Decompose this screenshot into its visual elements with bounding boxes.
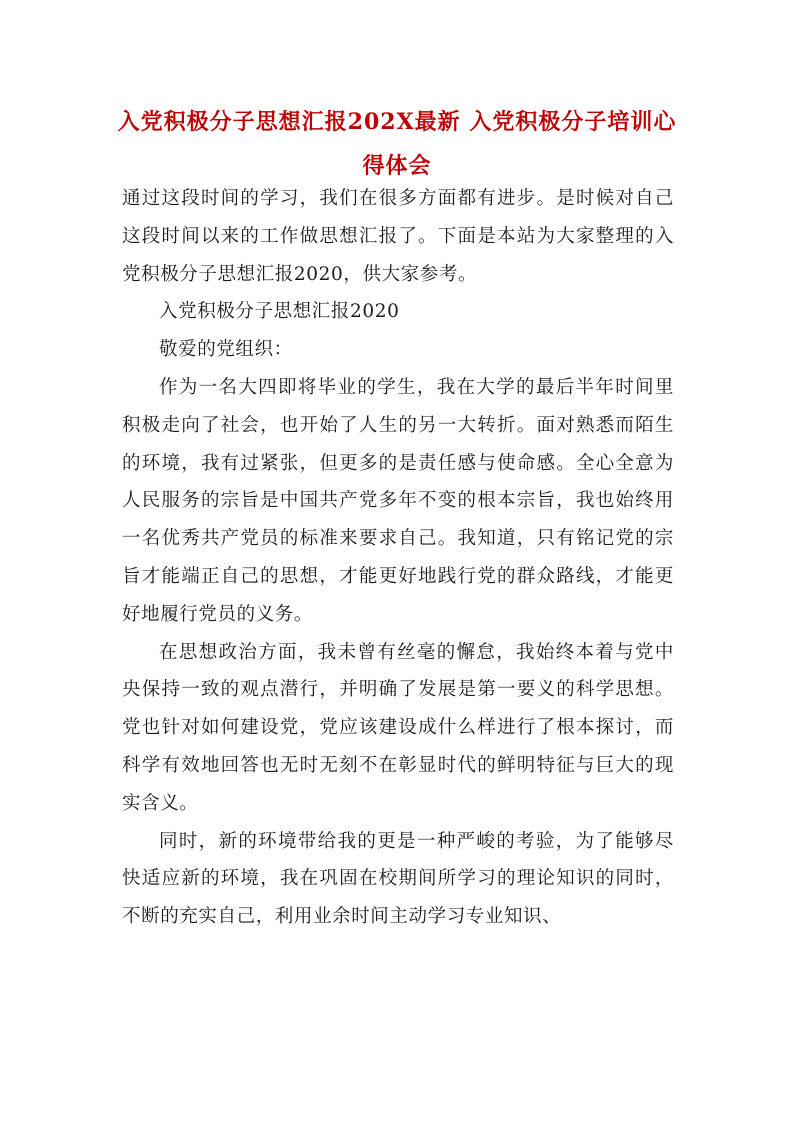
salutation: 敬爱的党组织： xyxy=(159,339,293,361)
body-paragraph: 同时，新的环境带给我的更是一种严峻的考验，为了能够尽快适应新的环境，我在巩固在校期间所学习的理论知识的同时，不断的充实自己，利用业余时间主动学习专业知识、 xyxy=(122,830,674,928)
intro-paragraph: 通过这段时间的学习，我们在很多方面都有进步。是时候对自己这段时间以来的工作做思想汇报了。下面是本站为大家整理的入党积极分子思想汇报2020，供大家参考。 xyxy=(122,188,674,285)
body-paragraph: 作为一名大四即将毕业的学生，我在大学的最后半年时间里积极走向了社会，也开始了人生的另一大转折。面对熟悉而陌生的环境，我有过紧张，但更多的是责任感与使命感。全心全意为人民服务的宗旨是中国共产党多年不变的根本宗旨，我也始终用一名优秀共产党员的标准来要求自己。我知道，只有铭记党的宗旨才能端正自己的思想，才能更好地践行党的群众路线，才能更好地履行党员的义务。 xyxy=(122,376,674,625)
body-paragraph: 在思想政治方面，我未曾有丝毫的懈怠，我始终本着与党中央保持一致的观点潜行，并明确了发展是第一要义的科学思想。党也针对如何建设党，党应该建设成什么样进行了根本探讨，而科学有效地回答也无时无刻不在彰显时代的鲜明特征与巨大的现实含义。 xyxy=(122,641,674,814)
document-title: 入党积极分子思想汇报202X最新 入党积极分子培训心得体会 xyxy=(117,109,677,179)
document-body xyxy=(122,180,674,936)
section-heading: 入党积极分子思想汇报2020 xyxy=(159,301,400,323)
